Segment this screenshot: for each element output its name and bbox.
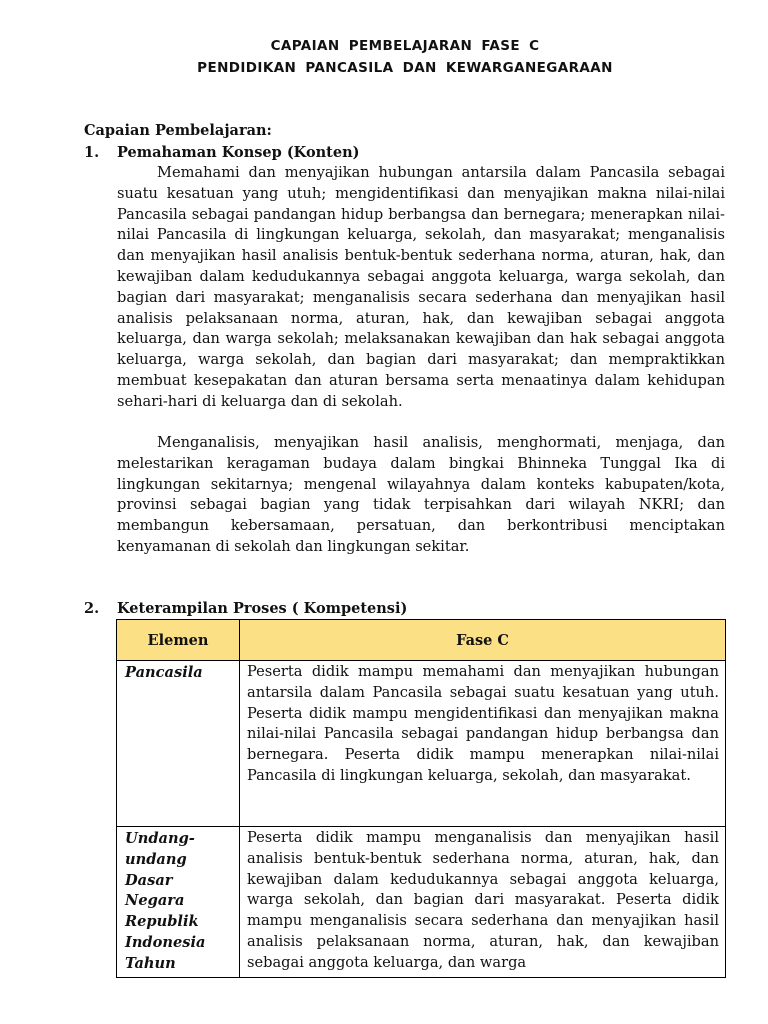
section-1-paragraph-2: Menganalisis, menyajikan hasil analisis, menghormati, menjaga, dan melestarikan keragaman budaya dalam bingkai Bhinneka Tunggal Ika di lingkungan sekitarnya; mengenal wilayahnya dalam konteks kabupaten/kota, provinsi sebagai bagian yang tidak terpisahkan dari wilayah NKRI; dan membangun kebersamaan, persatuan, dan berkontribusi menciptakan kenyamanan di sekolah dan lingkungan sekitar. bbox=[117, 434, 725, 555]
section-2-title: Keterampilan Proses ( Kompetensi) bbox=[117, 600, 408, 617]
table-row bbox=[117, 827, 726, 978]
element-cell bbox=[117, 827, 240, 978]
table-row bbox=[117, 661, 726, 827]
element-name-line: Dasar bbox=[125, 871, 173, 889]
document-title-line-1: CAPAIAN PEMBELAJARAN FASE C bbox=[270, 38, 540, 54]
section-1-title: Pemahaman Konsep (Konten) bbox=[117, 144, 360, 161]
element-cell bbox=[117, 661, 240, 827]
section-1-number: 1. bbox=[84, 144, 100, 161]
table-header-row bbox=[117, 620, 726, 661]
element-name-line: Undang- bbox=[125, 830, 195, 847]
competency-table bbox=[116, 619, 726, 978]
document-title-line-2: PENDIDIKAN PANCASILA DAN KEWARGANEGARAAN bbox=[197, 60, 613, 76]
header-elemen: Elemen bbox=[117, 620, 240, 661]
element-name-line: undang bbox=[125, 850, 187, 868]
element-name-line: Republik bbox=[125, 913, 199, 931]
element-name-line: Negara bbox=[125, 892, 185, 910]
capaian-label: Capaian Pembelajaran: bbox=[84, 122, 272, 139]
description-cell: Peserta didik mampu memahami dan menyajikan hubungan antarsila dalam Pancasila sebagai suatu kesatuan yang utuh. Peserta didik mampu mengidentifikasi dan menyajikan makna nilai-nilai Pancasila sebagai pandangan hidup berbangsa dan bernegara. Peserta didik mampu menerapkan nilai-nilai Pancasila di lingkungan keluarga, sekolah, dan masyarakat. bbox=[240, 661, 726, 827]
section-1-paragraph-1: Memahami dan menyajikan hubungan antarsila dalam Pancasila sebagai suatu kesatuan yang utuh; mengidentifikasi dan menyajikan makna nilai-nilai Pancasila sebagai pandangan hidup berbangsa dan bernegara; menerapkan nilai-nilai Pancasila di lingkungan keluarga, sekolah, dan masyarakat; menganalisis dan menyajikan hasil analisis bentuk-bentuk sederhana norma, aturan, hak, dan kewajiban dalam kedudukannya sebagai anggota keluarga, warga sekolah, dan bagian dari masyarakat; menganalisis secara sederhana dan menyajikan hasil analisis pelaksanaan norma, aturan, hak, dan kewajiban sebagai anggota keluarga, dan warga sekolah; melaksanakan kewajiban dan hak sebagai anggota keluarga, warga sekolah, dan bagian dari masyarakat; dan mempraktikkan membuat kesepakatan dan aturan bersama serta menaatinya dalam kehidupan sehari-hari di keluarga dan di sekolah. bbox=[117, 164, 725, 410]
element-name-line: Tahun bbox=[125, 954, 176, 972]
section-2-number: 2. bbox=[84, 600, 100, 617]
description-cell: Peserta didik mampu menganalisis dan menyajikan hasil analisis bentuk-bentuk sederhana norma, aturan, hak, dan kewajiban dalam kedudukannya sebagai anggota keluarga, warga sekolah, dan bagian dari masyarakat. Peserta didik mampu menganalisis secara sederhana dan menyajikan hasil analisis pelaksanaan norma, aturan, hak, dan kewajiban sebagai anggota keluarga, dan warga bbox=[240, 827, 726, 978]
header-fase-c: Fase C bbox=[240, 620, 726, 661]
element-name: Pancasila bbox=[125, 664, 203, 681]
element-name-line: Indonesia bbox=[125, 933, 206, 951]
